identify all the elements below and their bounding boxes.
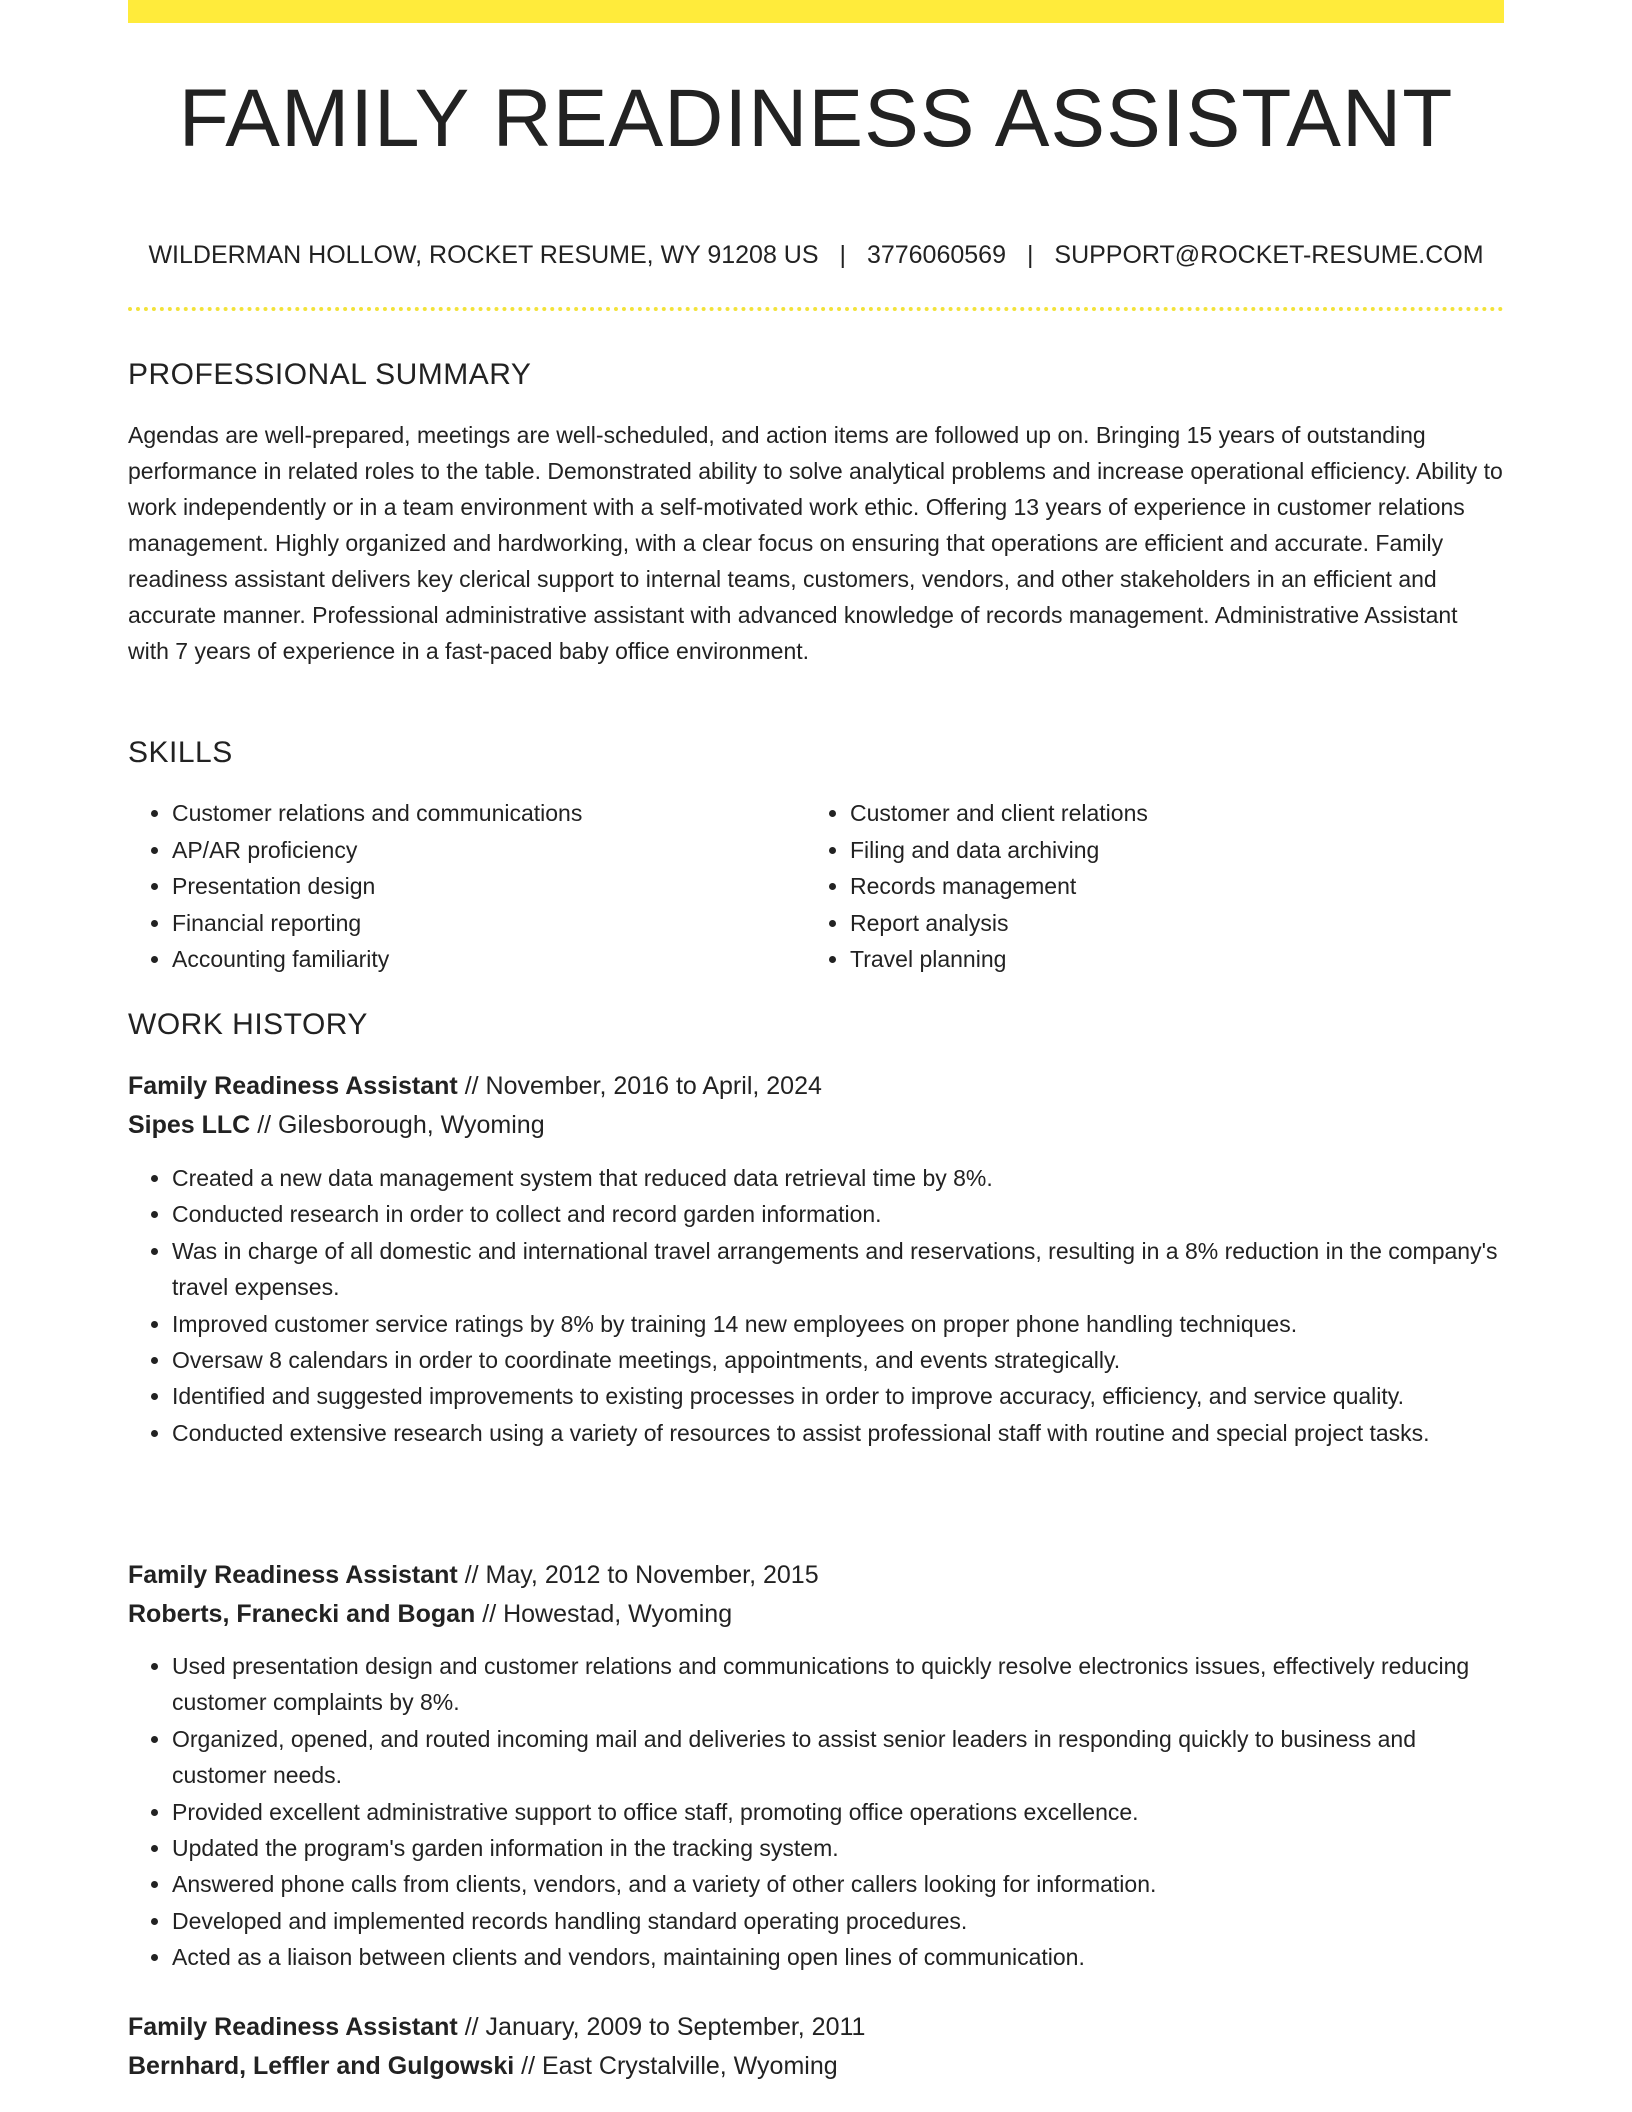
job-company-line [128,1110,545,1140]
skills-column-right [806,795,1484,978]
work-history-heading: WORK HISTORY [128,1008,368,1041]
list-item: • Presentation design [172,868,806,905]
list-item: • Records management [850,868,1484,905]
skills-heading: SKILLS [128,736,233,769]
job-company: Roberts, Franecki and Bogan [128,1600,476,1628]
list-item: • Conducted research in order to collect and record garden information. [172,1196,1504,1232]
summary-heading: PROFESSIONAL SUMMARY [128,358,532,391]
header-divider [128,307,1504,311]
list-item: • Customer relations and communications [172,795,806,832]
job-title-line [128,1071,822,1101]
list-item: • Updated the program's garden information in the tracking system. [172,1830,1504,1866]
contact-separator: | [1026,241,1034,269]
list-item: • Identified and suggested improvements to existing processes in order to improve accuracy, efficiency, and service quality. [172,1378,1504,1414]
job-location: // East Crystalville, Wyoming [514,2052,838,2080]
list-item: • Organized, opened, and routed incoming mail and deliveries to assist senior leaders in responding quickly to business and customer needs. [172,1721,1504,1794]
job-dates: // January, 2009 to September, 2011 [457,2013,866,2041]
skills-column-left [128,795,806,978]
list-item: • Was in charge of all domestic and international travel arrangements and reservations, resulting in a 8% reduction in the company's travel expenses. [172,1233,1504,1306]
list-item: • Accounting familiarity [172,941,806,978]
job-dates: // May, 2012 to November, 2015 [457,1561,819,1589]
job-company: Bernhard, Leffler and Gulgowski [128,2052,515,2080]
job-title: Family Readiness Assistant [128,2013,458,2041]
page-title: FAMILY READINESS ASSISTANT [178,73,1454,164]
job-title: Family Readiness Assistant [128,1561,458,1589]
list-item: • Filing and data archiving [850,832,1484,869]
job-company-line [128,1599,732,1629]
job-company: Sipes LLC [128,1111,251,1139]
list-item: • Improved customer service ratings by 8% by training 14 new employees on proper phone handling techniques. [172,1306,1504,1342]
contact-separator: | [839,241,846,269]
list-item: • Created a new data management system that reduced data retrieval time by 8%. [172,1160,1504,1196]
list-item: • Answered phone calls from clients, vendors, and a variety of other callers looking for information. [172,1866,1504,1902]
contact-address: WILDERMAN HOLLOW, ROCKET RESUME, WY 91208 US [148,241,819,269]
summary-text: Agendas are well-prepared, meetings are well-scheduled, and action items are followed up on. Bringing 15 years of outstanding performance in related roles to the table. Demonstrated ability to solve analytical problems and increase operational efficiency. Ability to work independently or in a team environment with a self-motivated work ethic. Offering 13 years of experience in customer relations management. Highly organized and hardworking, with a clear focus on ensuring that operations are efficient and accurate. Family readiness assistant delivers key clerical support to internal teams, customers, vendors, and other stakeholders in an efficient and accurate manner. Professional administrative assistant with advanced knowledge of records management. Administrative Assistant with 7 years of experience in a fast-paced baby office environment. [128,422,1503,664]
list-item: • Report analysis [850,905,1484,942]
job-title: Family Readiness Assistant [128,1072,458,1100]
job-title-line [128,1560,819,1590]
job-location: // Gilesborough, Wyoming [250,1111,545,1139]
list-item: • Used presentation design and customer relations and communications to quickly resolve electronics issues, effectively reducing customer complaints by 8%. [172,1648,1504,1721]
job-bullets [128,1160,1504,1451]
contact-line [128,240,1504,270]
list-item: • Customer and client relations [850,795,1484,832]
job-dates: // November, 2016 to April, 2024 [457,1072,822,1100]
contact-phone: 3776060569 [866,241,1006,269]
job-bullets [128,1648,1504,1976]
skills-list [128,795,1504,978]
list-item: • Developed and implemented records handling standard operating procedures. [172,1903,1504,1939]
list-item: • Conducted extensive research using a variety of resources to assist professional staff with routine and special project tasks. [172,1415,1504,1451]
list-item: • Acted as a liaison between clients and vendors, maintaining open lines of communication. [172,1939,1504,1975]
list-item: • AP/AR proficiency [172,832,806,869]
accent-bar [128,0,1504,23]
job-title-line [128,2012,865,2042]
list-item: • Oversaw 8 calendars in order to coordinate meetings, appointments, and events strategically. [172,1342,1504,1378]
list-item: • Travel planning [850,941,1484,978]
list-item: • Financial reporting [172,905,806,942]
job-location: // Howestad, Wyoming [475,1600,733,1628]
job-company-line [128,2051,838,2081]
contact-email: SUPPORT@ROCKET-RESUME.COM [1054,241,1484,269]
list-item: • Provided excellent administrative support to office staff, promoting office operations excellence. [172,1794,1504,1830]
